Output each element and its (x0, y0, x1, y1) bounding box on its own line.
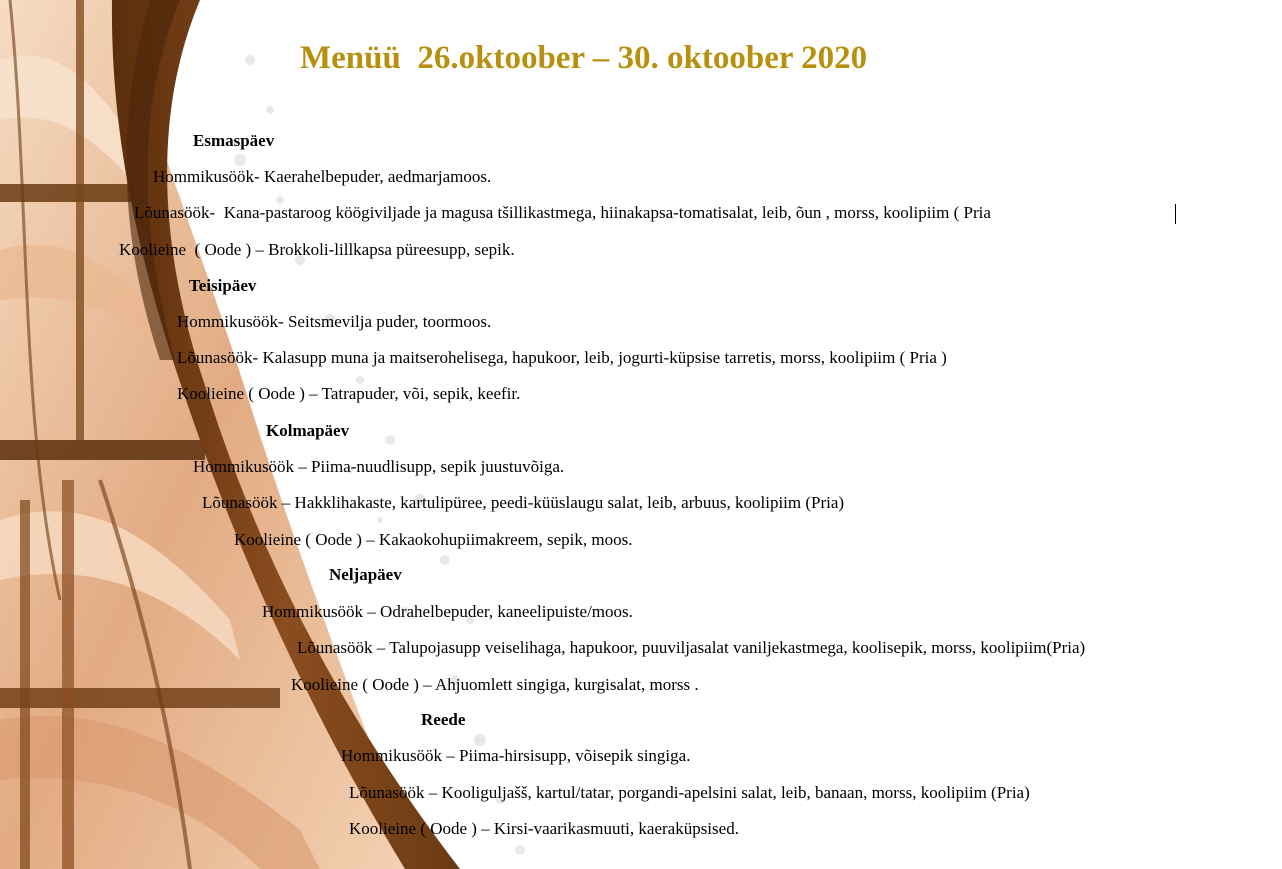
thursday-lunch: Lõunasöök – Talupojasupp veiselihaga, hapukoor, puuviljasalat vaniljekastmega, koolisepik, morss, koolipiim(Pria) (297, 638, 1086, 657)
day-heading-friday: Reede (421, 710, 466, 729)
wednesday-snack: Koolieine ( Oode ) – Kakaokohupiimakreem, sepik, moos. (234, 530, 633, 549)
monday-breakfast: Hommikusöök- Kaerahelbepuder, aedmarjamoos. (153, 167, 492, 186)
wednesday-lunch: Lõunasöök – Hakklihakaste, kartulipüree, peedi-küüslaugu salat, leib, arbuus, koolipiim (Pria) (202, 493, 845, 512)
tuesday-snack: Koolieine ( Oode ) – Tatrapuder, või, sepik, keefir. (177, 384, 521, 403)
thursday-breakfast: Hommikusöök – Odrahelbepuder, kaneelipuiste/moos. (262, 602, 633, 621)
menu-title: Menüü 26.oktoober – 30. oktoober 2020 (300, 40, 868, 76)
friday-breakfast: Hommikusöök – Piima-hirsisupp, võisepik singiga. (341, 746, 691, 765)
friday-lunch: Lõunasöök – Kooliguljašš, kartul/tatar, porgandi-apelsini salat, leib, banaan, morss, koolipiim (Pria) (349, 783, 1030, 802)
wednesday-breakfast: Hommikusöök – Piima-nuudlisupp, sepik juustuvõiga. (193, 457, 565, 476)
monday-lunch: Lõunasöök- Kana-pastaroog köögiviljade ja magusa tšillikastmega, hiinakapsa-tomatisalat, leib, õun , morss, koolipiim ( Pria (134, 203, 991, 222)
thursday-snack: Koolieine ( Oode ) – Ahjuomlett singiga, kurgisalat, morss . (291, 675, 699, 694)
day-heading-wednesday: Kolmapäev (266, 421, 350, 440)
day-heading-tuesday: Teisipäev (189, 276, 257, 295)
monday-snack: Koolieine ( Oode ) – Brokkoli-lillkapsa püreesupp, sepik. (119, 240, 515, 259)
day-heading-monday: Esmaspäev (193, 131, 275, 150)
tuesday-lunch: Lõunasöök- Kalasupp muna ja maitserohelisega, hapukoor, leib, jogurti-küpsise tarretis, morss, koolipiim ( Pria ) (177, 348, 947, 367)
text-cursor (1175, 204, 1176, 224)
day-heading-thursday: Neljapäev (329, 565, 402, 584)
tuesday-breakfast: Hommikusöök- Seitsmevilja puder, toormoos. (177, 312, 492, 331)
friday-snack: Koolieine ( Oode ) – Kirsi-vaarikasmuuti, kaeraküpsised. (349, 819, 739, 838)
